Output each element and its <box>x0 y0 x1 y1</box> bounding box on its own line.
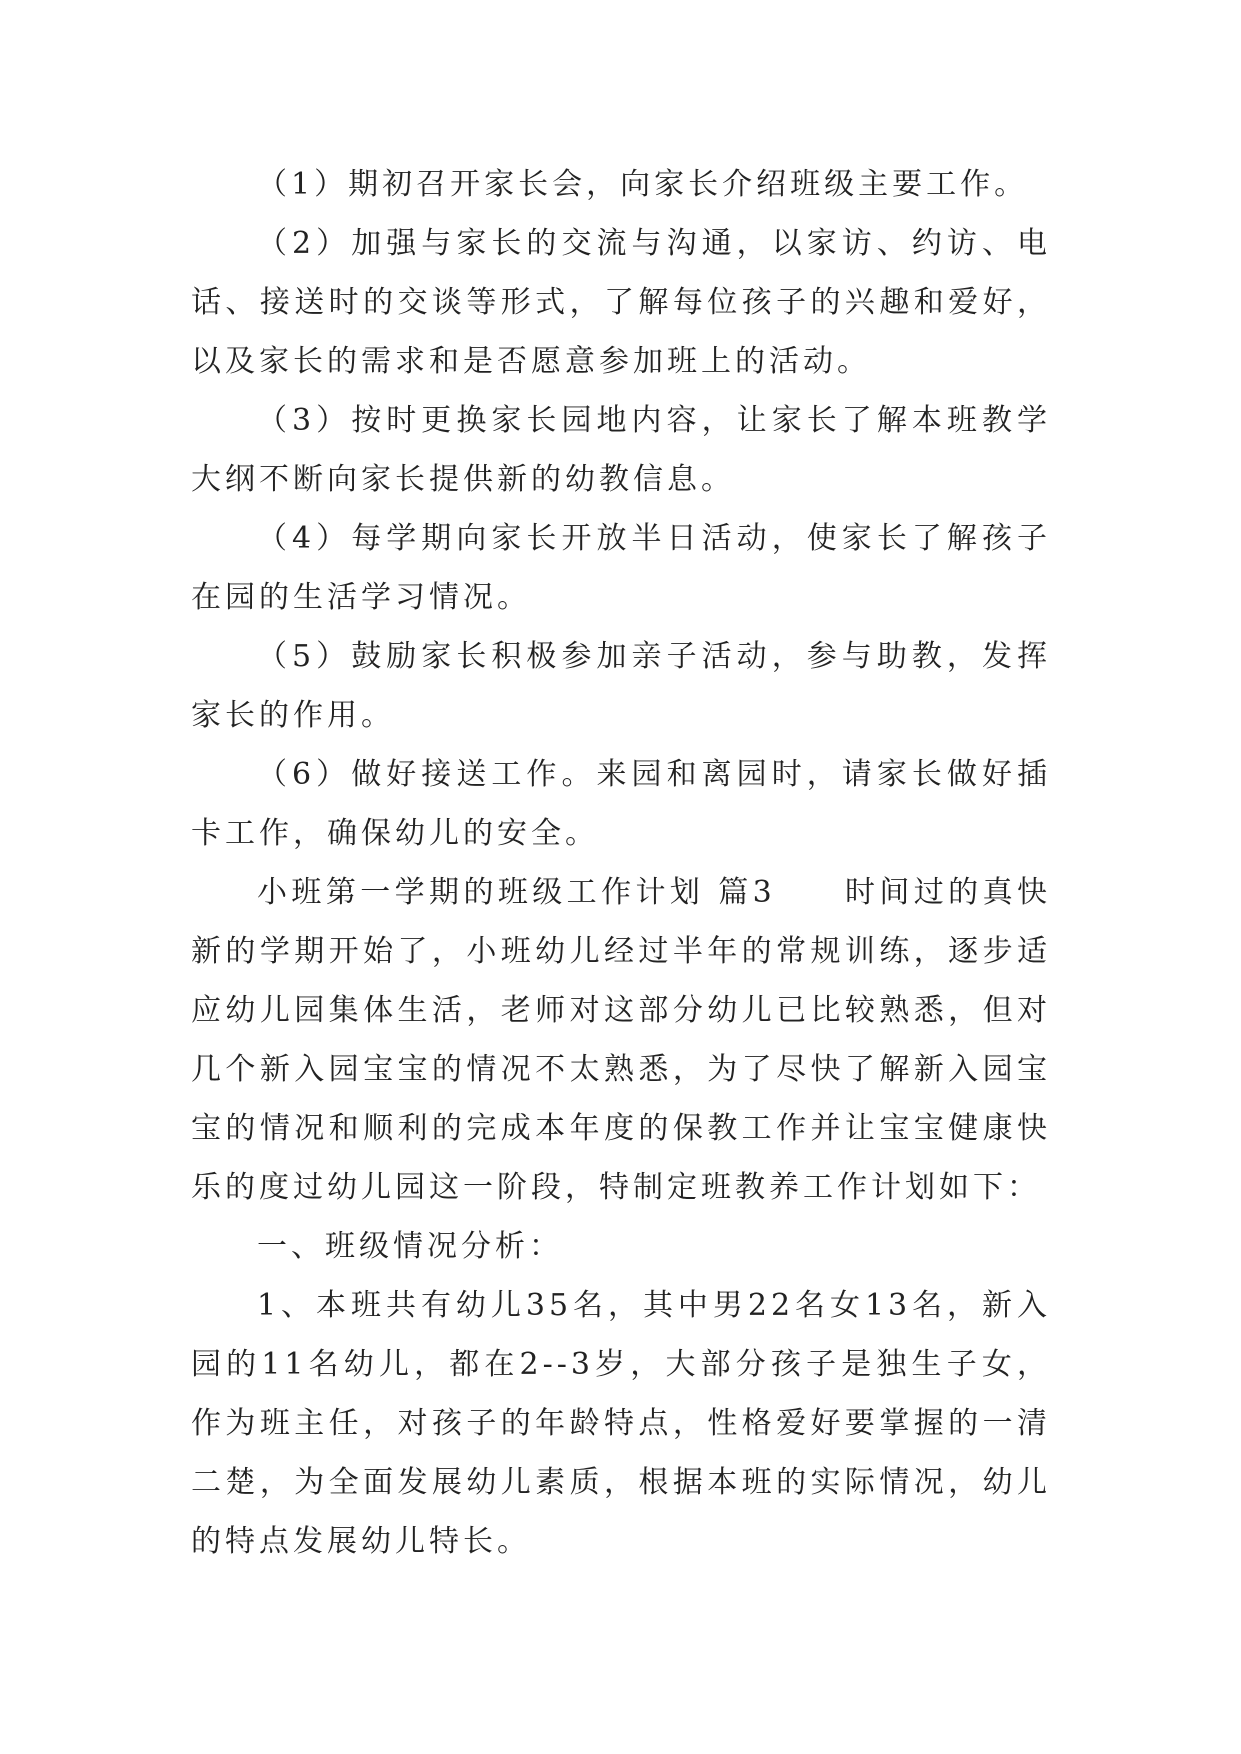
paragraph-pickup-safety: （6）做好接送工作。来园和离园时，请家长做好插卡工作，确保幼儿的安全。 <box>191 757 1051 851</box>
paragraph-parent-meeting: （1）期初召开家长会，向家长介绍班级主要工作。 <box>257 167 1029 202</box>
document-body <box>191 155 1051 1571</box>
paragraph-class-composition: 1、本班共有幼儿35名，其中男22名女13名，新入园的11名幼儿，都在2--3岁，大部分孩子是独生子女，作为班主任，对孩子的年龄特点，性格爱好要掌握的一清二楚，为全面发展幼儿素质，根据本班的实际情况，幼儿的特点发展幼儿特长。 <box>191 1288 1051 1559</box>
paragraph-open-day: （4）每学期向家长开放半日活动，使家长了解孩子在园的生活学习情况。 <box>191 521 1051 615</box>
paragraph-parent-communication: （2）加强与家长的交流与沟通，以家访、约访、电话、接送时的交谈等形式，了解每位孩子的兴趣和爱好，以及家长的需求和是否愿意参加班上的活动。 <box>191 226 1051 379</box>
paragraph-plan-intro: 小班第一学期的班级工作计划 篇3 时间过的真快新的学期开始了，小班幼儿经过半年的常规训练，逐步适应幼儿园集体生活，老师对这部分幼儿已比较熟悉，但对几个新入园宝宝的情况不太熟悉，为了尽快了解新入园宝宝的情况和顺利的完成本年度的保教工作并让宝宝健康快乐的度过幼儿园这一阶段，特制定班教养工作计划如下： <box>191 875 1051 1205</box>
paragraph-parent-child-activity: （5）鼓励家长积极参加亲子活动，参与助教，发挥家长的作用。 <box>191 639 1051 733</box>
paragraph-parent-garden: （3）按时更换家长园地内容，让家长了解本班教学大纲不断向家长提供新的幼教信息。 <box>191 403 1051 497</box>
section-heading-class-analysis: 一、班级情况分析： <box>257 1229 563 1264</box>
